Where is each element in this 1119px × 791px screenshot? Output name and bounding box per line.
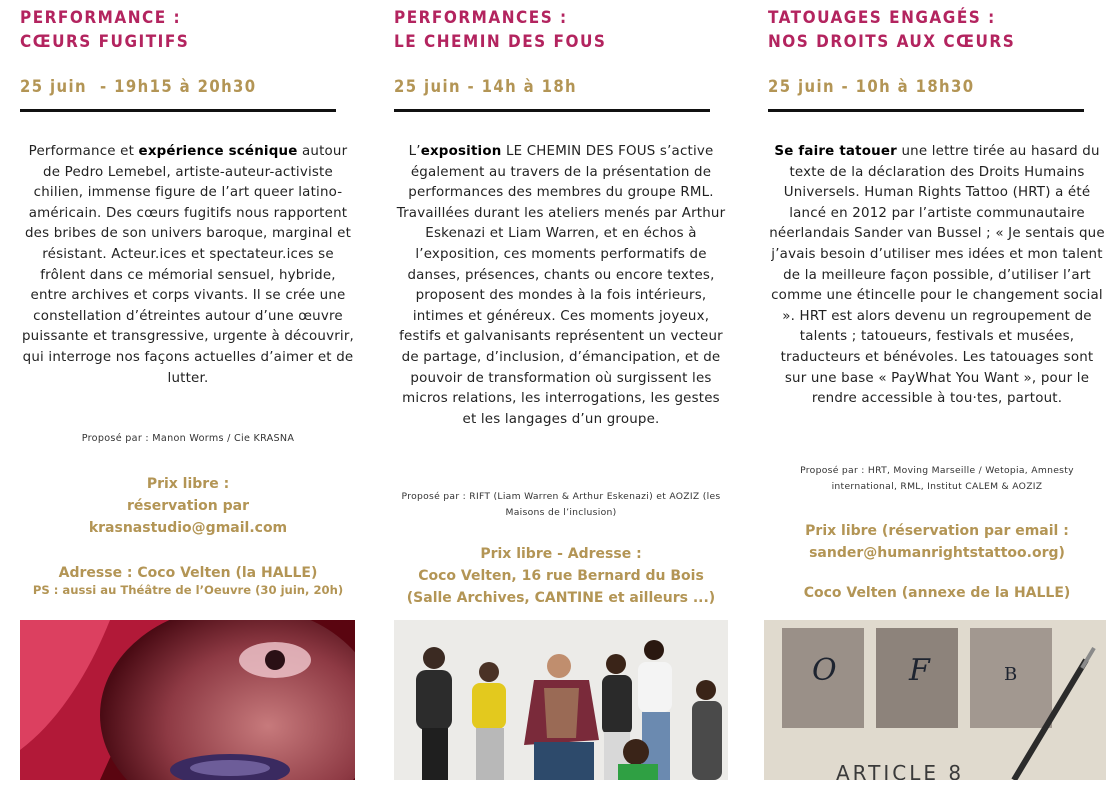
price-address-info	[394, 543, 728, 609]
info-line: Prix libre - Adresse :	[480, 546, 642, 562]
proposed-by: Proposé par : Manon Worms / Cie KRASNA	[81, 433, 295, 444]
event-description	[394, 142, 728, 430]
title-line-1: PERFORMANCES :	[394, 8, 568, 28]
event-column-tatouages	[768, 0, 1106, 780]
desc-part: une lettre tirée au hasard du texte de la déclaration des Droits Humains Universels. Human Rights Tattoo (HRT) a été lancé en 2012 par l’artiste communautaire néerlandais Sander van Bussel ; « Je sentais que j’avais besoin d’utiliser mes idées et mon talent de la meilleure façon possible, d’utiliser l’art comme une étincelle pour le changement social ». HRT est alors devenu un regroupement de talents ; tatoueurs, festivals et musées, traducteurs et bénévoles. Les tatouages sont sur une base « PayWhat You Want », pour le rendre accessible à tou·tes, partout.	[769, 144, 1105, 407]
desc-bold: Se faire tatouer	[774, 144, 897, 159]
article-text: ARTICLE 8	[836, 761, 965, 780]
price-line: réservation par	[126, 498, 250, 514]
divider	[394, 109, 710, 112]
divider	[768, 109, 1084, 112]
title-line-2: NOS DROITS AUX CŒURS	[768, 32, 1016, 52]
event-date: 25 juin - 19h15 à 20h30	[20, 77, 257, 96]
desc-part: autour de Pedro Lemebel, artiste-auteur-activiste chilien, immense figure de l’art queer latino-américain. Des cœurs fugitifs nous rapportent des bribes de son univers baroque, marginal et résistant. Acteur.ices et spectateur.ices se frôlent dans ce mémorial sensuel, hybride, entre archives et corps vivants. Il se crée une constellation d’étreintes autour d’une œuvre puissante et transgressive, urgente à découvrir, qui interroge nos façons actuelles d’aimer et de lutter.	[21, 144, 355, 386]
event-date: 25 juin - 14h à 18h	[394, 77, 578, 96]
desc-part: LE CHEMIN DES FOUS s’active également au travers de la présentation de performances des membres du groupe RML. Travaillées durant les ateliers menés par Arthur Eskenazi et Liam Warren, et en échos à l’exposition, ces moments performatifs de danses, présences, chants ou encore textes, proposent des mondes à la fois intérieurs, intimes et généreux. Ces moments joyeux, festifs et galvanisants représentent un vecteur de partage, d’inclusion, d’émancipation, et de pouvoir de transformation où surgissent les micros relations, les interrogations, les gestes et les langages d’un groupe.	[396, 144, 726, 427]
desc-bold: expérience scénique	[138, 144, 298, 159]
tattoo-photo	[764, 620, 1106, 780]
svg-text:F: F	[909, 653, 930, 688]
desc-part: L’	[408, 144, 421, 159]
price-info	[768, 520, 1106, 564]
title-line-2: CŒURS FUGITIFS	[20, 32, 190, 52]
group-photo	[394, 620, 728, 780]
price-info	[20, 473, 356, 539]
tattoo-letters-image	[764, 620, 1106, 780]
address-line: Coco Velten (annexe de la HALLE)	[803, 585, 1071, 601]
price-line: Prix libre (réservation par email :	[805, 523, 1069, 539]
performer-photo	[20, 620, 355, 780]
desc-bold: exposition	[420, 144, 502, 159]
info-line: (Salle Archives, CANTINE et ailleurs ...)	[406, 590, 716, 606]
dancers-group-image	[394, 620, 728, 780]
event-date: 25 juin - 10h à 18h30	[768, 77, 975, 96]
address-info	[768, 582, 1106, 604]
desc-part: Performance et	[28, 144, 139, 159]
event-column-chemin-des-fous	[394, 0, 728, 606]
address-info	[20, 562, 356, 584]
event-description	[20, 142, 356, 389]
event-title	[768, 6, 1106, 54]
title-line-1: TATOUAGES ENGAGÉS :	[768, 8, 996, 28]
proposed-by: Proposé par : HRT, Moving Marseille / Wetopia, Amnesty international, RML, Institut CALEM & AOZIZ	[800, 465, 1074, 492]
title-line-1: PERFORMANCE :	[20, 8, 182, 28]
reservation-email[interactable]: sander@humanrightstattoo.org)	[809, 545, 1065, 561]
event-description	[768, 142, 1106, 410]
ps-note: PS : aussi au Théâtre de l’Oeuvre (30 juin, 20h)	[32, 583, 344, 597]
event-title	[20, 6, 356, 54]
svg-text:B: B	[1004, 664, 1018, 685]
reservation-email[interactable]: krasnastudio@gmail.com	[88, 520, 288, 536]
event-column-coeurs-fugitifs	[20, 0, 356, 597]
svg-text:O: O	[812, 653, 837, 688]
price-line: Prix libre :	[146, 476, 230, 492]
address-line: Adresse : Coco Velten (la HALLE)	[58, 565, 318, 581]
proposed-by: Proposé par : RIFT (Liam Warren & Arthur Eskenazi) et AOZIZ (les Maisons de l’inclusion)	[401, 491, 721, 518]
divider	[20, 109, 336, 112]
info-line: Coco Velten, 16 rue Bernard du Bois	[418, 568, 704, 584]
event-title	[394, 6, 728, 54]
performer-face-image	[20, 620, 355, 780]
title-line-2: LE CHEMIN DES FOUS	[394, 32, 607, 52]
